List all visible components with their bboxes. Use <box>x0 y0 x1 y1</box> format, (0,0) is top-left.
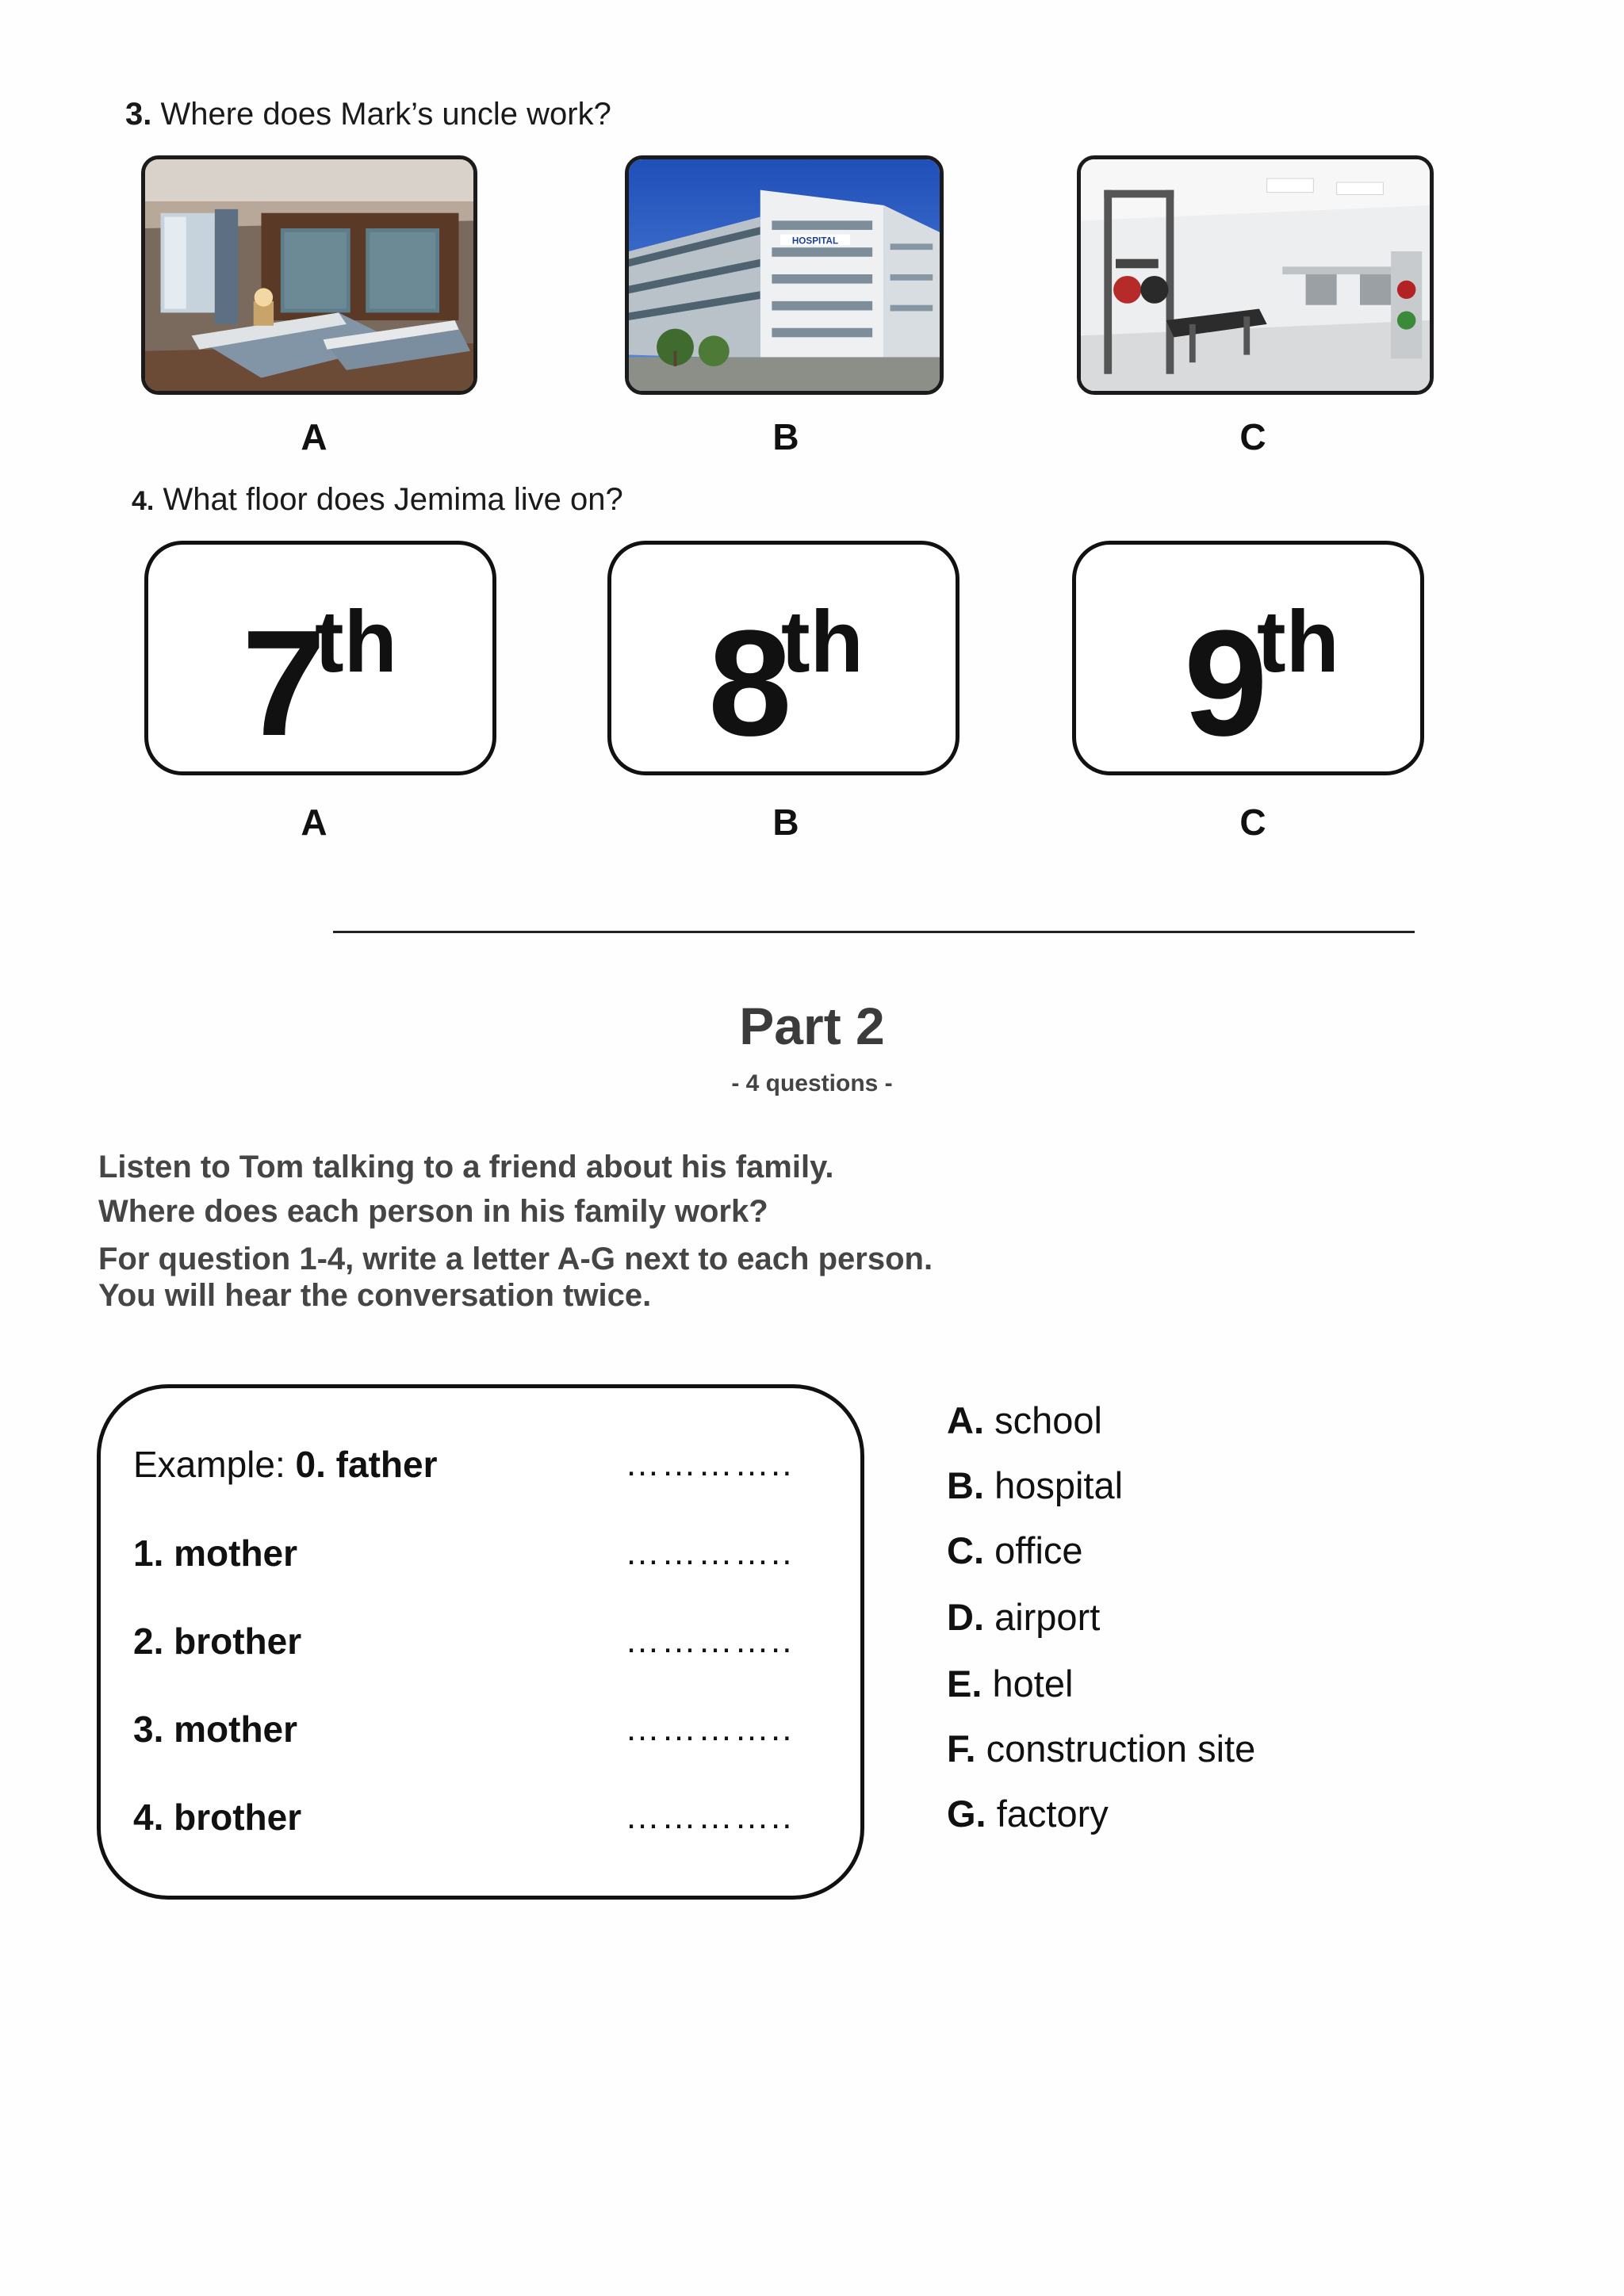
hospital-sign-text: HOSPITAL <box>791 235 839 247</box>
floor-suffix-c: th <box>1257 593 1339 691</box>
question-4-number: 4. <box>132 486 155 516</box>
item-1-label: 1. mother <box>133 1533 298 1574</box>
option-c-floor-box[interactable] <box>1072 541 1424 775</box>
hotel-room-picture <box>145 159 473 391</box>
instruction-line-4: You will hear the conversation twice. <box>98 1278 652 1313</box>
place-c: C. office <box>947 1529 1083 1571</box>
option-a-label: A <box>301 416 327 457</box>
part-2-subtitle: - 4 questions - <box>731 1070 893 1096</box>
question-4-title <box>132 482 623 518</box>
item-4-answer-blank[interactable]: ………….. <box>625 1797 794 1836</box>
floor-option-b-label: B <box>772 802 799 843</box>
place-e: E. hotel <box>947 1663 1074 1705</box>
floor-number-c: 9 <box>1184 599 1268 767</box>
item-2-answer-blank[interactable]: ………….. <box>625 1621 794 1660</box>
place-b: B. hospital <box>947 1464 1124 1506</box>
section-divider <box>333 931 1415 933</box>
option-b-label: B <box>772 416 799 457</box>
option-c-gym-image[interactable] <box>1077 155 1434 395</box>
instruction-line-2: Where does each person in his family work? <box>98 1194 768 1229</box>
example-row-label <box>133 1443 437 1486</box>
example-prefix: Example: <box>133 1444 285 1485</box>
option-c-label: C <box>1239 416 1266 457</box>
example-answer-blank: ………….. <box>625 1445 794 1483</box>
hospital-building-picture <box>629 159 940 391</box>
part-2-title: Part 2 <box>739 997 885 1055</box>
option-b-floor-box[interactable] <box>607 541 959 775</box>
option-a-floor-box[interactable] <box>144 541 496 775</box>
item-2-label: 2. brother <box>133 1621 302 1662</box>
item-1-answer-blank[interactable]: ………….. <box>625 1533 794 1572</box>
floor-suffix-b: th <box>781 593 864 691</box>
example-item: 0. father <box>295 1444 438 1485</box>
instruction-line-3: For question 1-4, write a letter A-G next to each person. <box>98 1242 933 1276</box>
gym-picture <box>1081 159 1430 391</box>
floor-option-c-label: C <box>1239 802 1266 843</box>
floor-suffix-a: th <box>315 593 397 691</box>
floor-number-b: 8 <box>708 599 792 767</box>
question-3-number: 3. <box>125 97 152 132</box>
place-g: G. factory <box>947 1793 1109 1835</box>
instruction-line-1: Listen to Tom talking to a friend about his family. <box>98 1150 834 1184</box>
question-3-title <box>125 97 611 132</box>
option-a-hotel-room-image[interactable] <box>141 155 477 395</box>
item-3-answer-blank[interactable]: ………….. <box>625 1709 794 1748</box>
question-4-text: What floor does Jemima live on? <box>163 482 623 517</box>
floor-option-a-label: A <box>301 802 327 843</box>
item-4-label: 4. brother <box>133 1797 302 1838</box>
place-d: D. airport <box>947 1596 1101 1638</box>
item-3-label: 3. mother <box>133 1709 298 1750</box>
option-b-hospital-image[interactable] <box>625 155 944 395</box>
place-f: F. construction site <box>947 1728 1256 1770</box>
floor-number-a: 7 <box>242 599 326 767</box>
question-3-text: Where does Mark’s uncle work? <box>160 97 611 132</box>
place-a: A. school <box>947 1399 1102 1441</box>
